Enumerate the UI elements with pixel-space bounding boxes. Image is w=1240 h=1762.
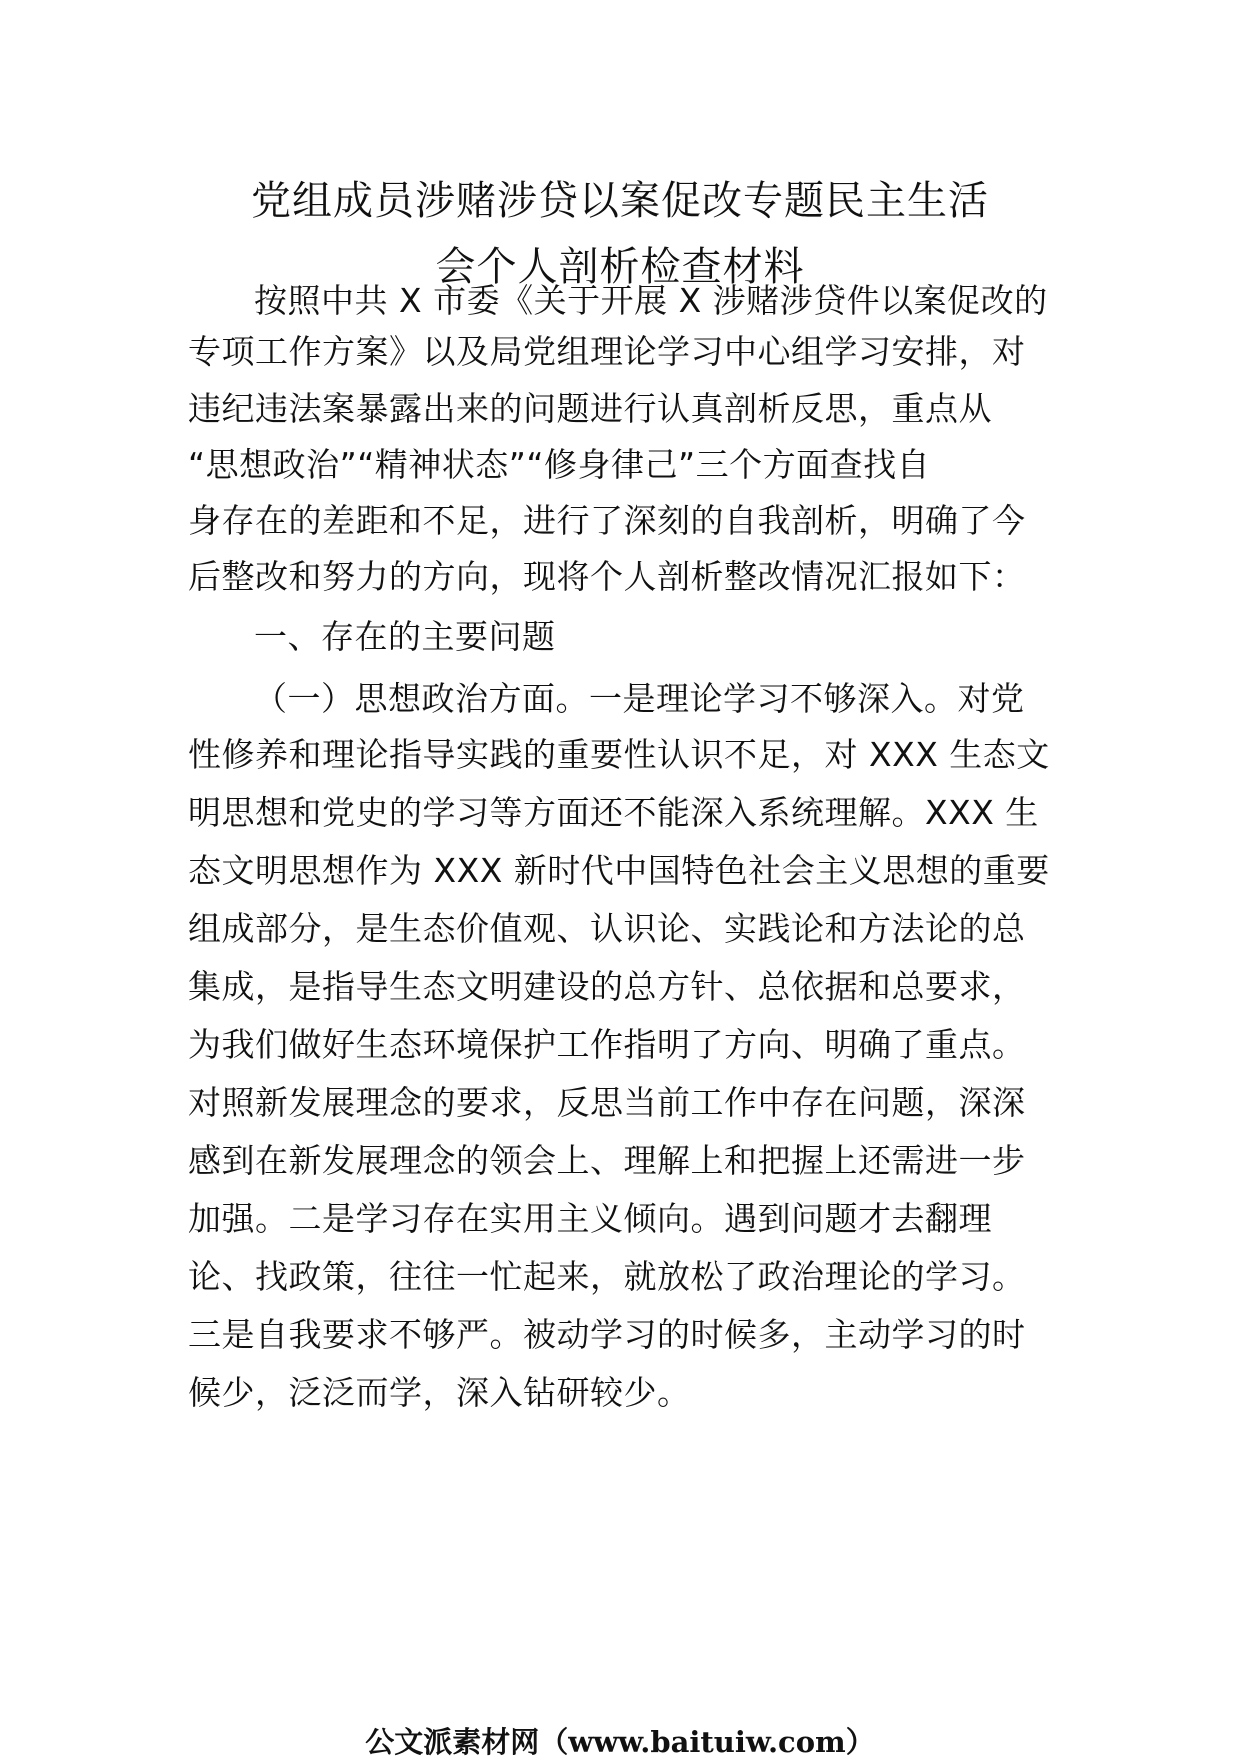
section-heading-1: 一、存在的主要问题 — [254, 617, 556, 656]
document-title-line-2: 会个人剖析检查材料 — [435, 244, 805, 290]
paragraph-2-line-12: 三是自我要求不够严。被动学习的时候多，主动学习的时 — [188, 1315, 1026, 1354]
paragraph-2-line-6: 集成，是指导生态文明建设的总方针、总依据和总要求， — [188, 967, 1026, 1006]
paragraph-1-line-2: 专项工作方案》以及局党组理论学习中心组学习安排，对 — [188, 332, 1026, 371]
paragraph-2-line-3: 明思想和党史的学习等方面还不能深入系统理解。XXX 生 — [188, 793, 1039, 832]
paragraph-2-line-4: 态文明思想作为 XXX 新时代中国特色社会主义思想的重要 — [188, 851, 1050, 890]
paragraph-2-line-13: 候少，泛泛而学，深入钻研较少。 — [188, 1373, 691, 1412]
paragraph-1-line-4: “思想政治”“精神状态”“修身律己”三个方面查找自 — [188, 445, 931, 484]
footer-watermark: 公文派素材网（www.baituiw.com） — [365, 1725, 875, 1759]
paragraph-1-line-5: 身存在的差距和不足，进行了深刻的自我剖析，明确了今 — [188, 501, 1026, 540]
paragraph-2-line-11: 论、找政策，往往一忙起来，就放松了政治理论的学习。 — [188, 1257, 1026, 1296]
paragraph-2-line-10: 加强。二是学习存在实用主义倾向。遇到问题才去翻理 — [188, 1199, 992, 1238]
paragraph-2-line-2: 性修养和理论指导实践的重要性认识不足，对 XXX 生态文 — [188, 735, 1050, 774]
paragraph-2-line-5: 组成部分，是生态价值观、认识论、实践论和方法论的总 — [188, 909, 1026, 948]
paragraph-2-line-9: 感到在新发展理念的领会上、理解上和把握上还需进一步 — [188, 1141, 1026, 1180]
paragraph-1-line-6: 后整改和努力的方向，现将个人剖析整改情况汇报如下： — [188, 557, 1026, 596]
paragraph-1-line-3: 违纪违法案暴露出来的问题进行认真剖析反思，重点从 — [188, 389, 992, 428]
paragraph-2-line-8: 对照新发展理念的要求，反思当前工作中存在问题，深深 — [188, 1083, 1026, 1122]
paragraph-2-line-1: （一）思想政治方面。一是理论学习不够深入。对党 — [254, 679, 1025, 718]
paragraph-1-line-1: 按照中共 X 市委《关于开展 X 涉赌涉贷件以案促改的 — [254, 281, 1048, 320]
paragraph-2-line-7: 为我们做好生态环境保护工作指明了方向、明确了重点。 — [188, 1025, 1026, 1064]
document-title-line-1: 党组成员涉赌涉贷以案促改专题民主生活 — [251, 178, 989, 224]
